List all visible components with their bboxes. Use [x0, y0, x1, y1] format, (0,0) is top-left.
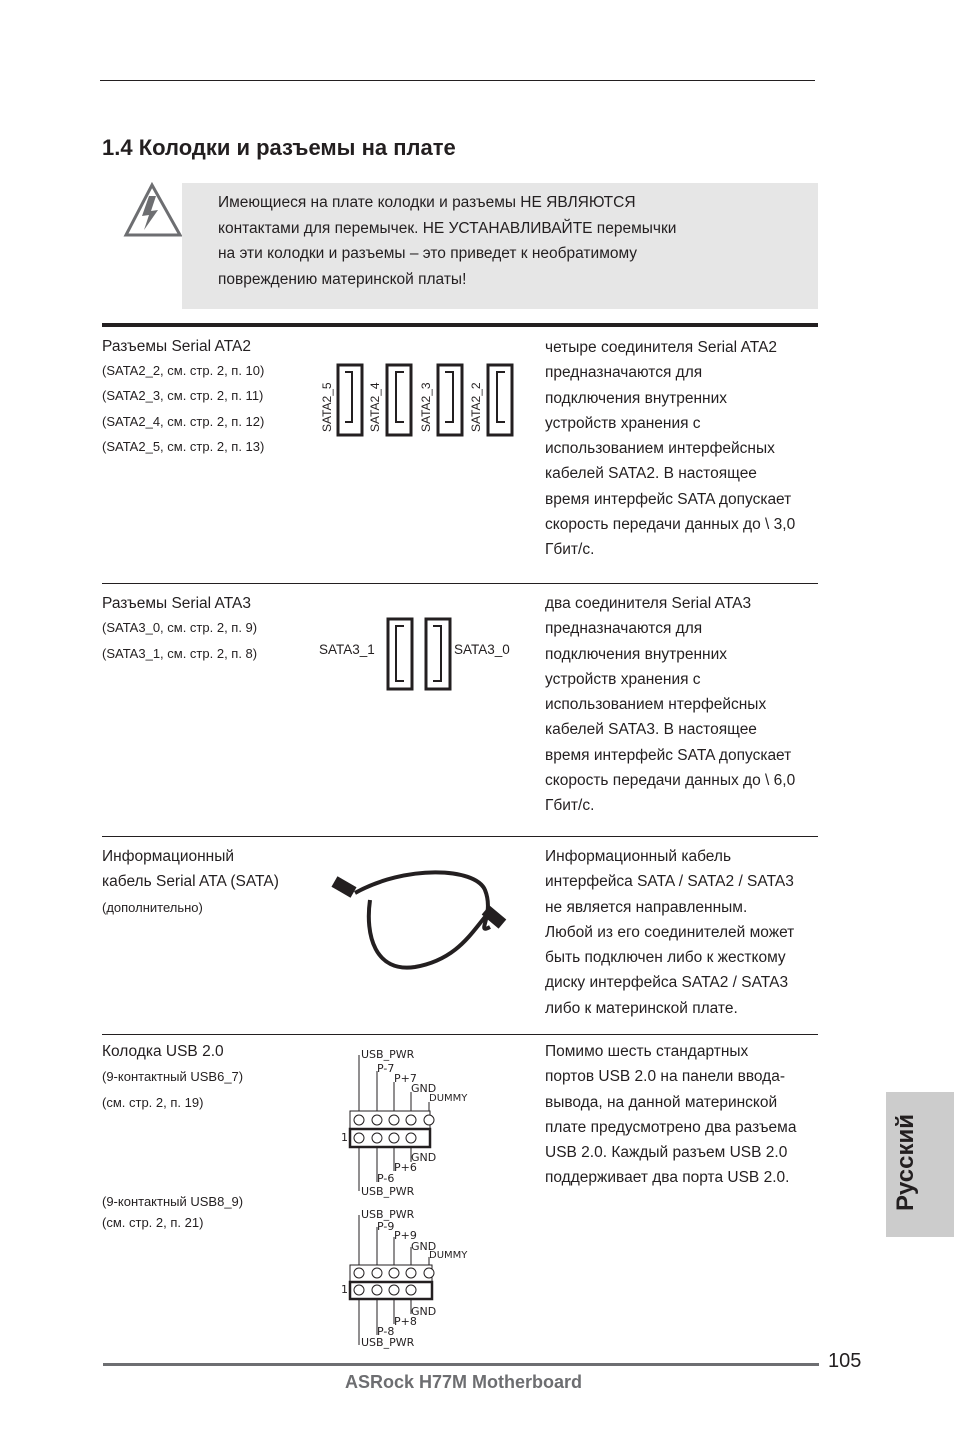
usb1-pin-label: USB_PWR	[361, 1048, 415, 1061]
usb1-pin-label: P-7	[377, 1062, 395, 1075]
sata2-ref: (SATA2_2, см. стр. 2, п. 10)	[102, 363, 265, 378]
usb1-pin-label: GND	[411, 1082, 437, 1095]
warning-text: Имеющиеся на плате колодки и разъемы НЕ ЯВЛЯЮТСЯ контактами для перемычек. НЕ УСТАНАВЛИВАЙТЕ перемычки на эти колодки и разъемы – это приведет к необратимому повреждению материнской платы!	[218, 194, 677, 288]
row-divider	[102, 836, 818, 837]
page-number: 105	[828, 1350, 862, 1372]
sata2-2-connector	[469, 365, 512, 435]
warning-icon	[122, 182, 184, 240]
sata2-3-label: SATA2_3	[419, 382, 433, 432]
language-tab-label: Русский	[892, 1114, 919, 1211]
sata3-ref: (SATA3_0, см. стр. 2, п. 9)	[102, 620, 258, 635]
sata2-5-connector	[320, 365, 362, 435]
sata2-ref: (SATA2_3, см. стр. 2, п. 11)	[102, 388, 264, 403]
sata2-4-connector	[368, 365, 411, 435]
sata2-2-label: SATA2_2	[469, 382, 483, 432]
sata2-4-label: SATA2_4	[368, 382, 382, 432]
usb2-pin-label: P+8	[394, 1315, 417, 1328]
row-divider	[102, 1034, 818, 1035]
sata3-description: два соединителя Serial ATA3 предназначаются для подключения внутренних устройств хранения с использованием нтерфейсных кабелей SATA3. В настоящее время интерфейс SATA допускает скорость передачи данных до \ 6,0 Гбит/с.	[545, 595, 796, 815]
sata2-connectors-diagram	[316, 360, 521, 440]
usb2-pin-label: DUMMY	[429, 1250, 468, 1261]
usb-description: Помимо шесть стандартных портов USB 2.0 на панели ввода- вывода, на данной материнской плате предусмотрено два разъема USB 2.0. Каждый разъем USB 2.0 поддерживает два порта USB 2.0.	[545, 1043, 797, 1187]
usb1-pin1-label: 1	[341, 1131, 348, 1144]
usb-ref: (см. стр. 2, п. 21)	[102, 1215, 204, 1230]
sata2-description: четыре соединителя Serial ATA2 предназначаются для подключения внутренних устройств хранения с использованием интерфейсных кабелей SATA2. В настоящее время интерфейс SATA допускает скорость передачи данных до \ 3,0 Гбит/с.	[545, 339, 796, 559]
usb1-pin-label: P+6	[394, 1161, 417, 1174]
top-rule	[100, 80, 815, 81]
footer-rule	[103, 1363, 819, 1366]
sata3-ref: (SATA3_1, см. стр. 2, п. 8)	[102, 646, 258, 661]
cable-title: кабель Serial ATA (SATA)	[102, 873, 279, 890]
usb1-pin-label: GND	[411, 1151, 437, 1164]
sata2-ref: (SATA2_5, см. стр. 2, п. 13)	[102, 439, 265, 454]
cable-note: (дополнительно)	[102, 900, 203, 915]
cable-description: Информационный кабель интерфейса SATA / SATA2 / SATA3 не является направленным. Любой из его соединителей может быть подключен либо к жесткому диску интерфейса SATA2 / SATA3 либо к материнской плате.	[545, 848, 795, 1017]
usb-title: Колодка USB 2.0	[102, 1043, 224, 1060]
sata2-3-connector	[419, 365, 462, 435]
cable-title: Информационный	[102, 848, 235, 865]
usb1-pin-label: DUMMY	[429, 1093, 468, 1104]
footer-title: ASRock H77M Motherboard	[345, 1372, 583, 1392]
section-title: 1.4 Колодки и разъемы на плате	[102, 135, 456, 160]
usb2-pin-label: P-8	[377, 1325, 395, 1338]
usb2-pin-label: GND	[411, 1305, 437, 1318]
usb6-7-header-diagram	[340, 1045, 480, 1200]
usb2-pin-label: USB_PWR	[361, 1208, 415, 1221]
sata2-title: Разъемы Serial ATA2	[102, 338, 251, 355]
usb2-pin-label: P+9	[394, 1229, 417, 1242]
sata3-connectors-diagram	[382, 615, 454, 695]
sata3-title: Разъемы Serial ATA3	[102, 595, 251, 612]
usb-ref: (9-контактный USB6_7)	[102, 1069, 244, 1084]
sata3-1-connector	[388, 619, 412, 689]
sata3-1-label: SATA3_1	[319, 642, 375, 657]
usb1-pin-label: P+7	[394, 1072, 417, 1085]
sata2-ref: (SATA2_4, см. стр. 2, п. 12)	[102, 414, 265, 429]
usb1-pin-label: P-6	[377, 1172, 395, 1185]
usb-ref: (9-контактный USB8_9)	[102, 1194, 244, 1209]
usb2-pin1-label: 1	[341, 1283, 348, 1296]
sata-cable-illustration	[325, 855, 515, 985]
usb2-pin-label: P-9	[377, 1220, 395, 1233]
table-top-rule	[102, 323, 818, 327]
sata3-0-label: SATA3_0	[454, 642, 510, 657]
usb2-pin-label: USB_PWR	[361, 1336, 415, 1349]
usb-ref: (см. стр. 2, п. 19)	[102, 1095, 204, 1110]
row-divider	[102, 583, 818, 584]
usb1-pin-label: USB_PWR	[361, 1185, 415, 1198]
usb2-pin-label: GND	[411, 1240, 437, 1253]
sata2-5-label: SATA2_5	[320, 382, 334, 432]
sata3-0-connector	[426, 619, 450, 689]
